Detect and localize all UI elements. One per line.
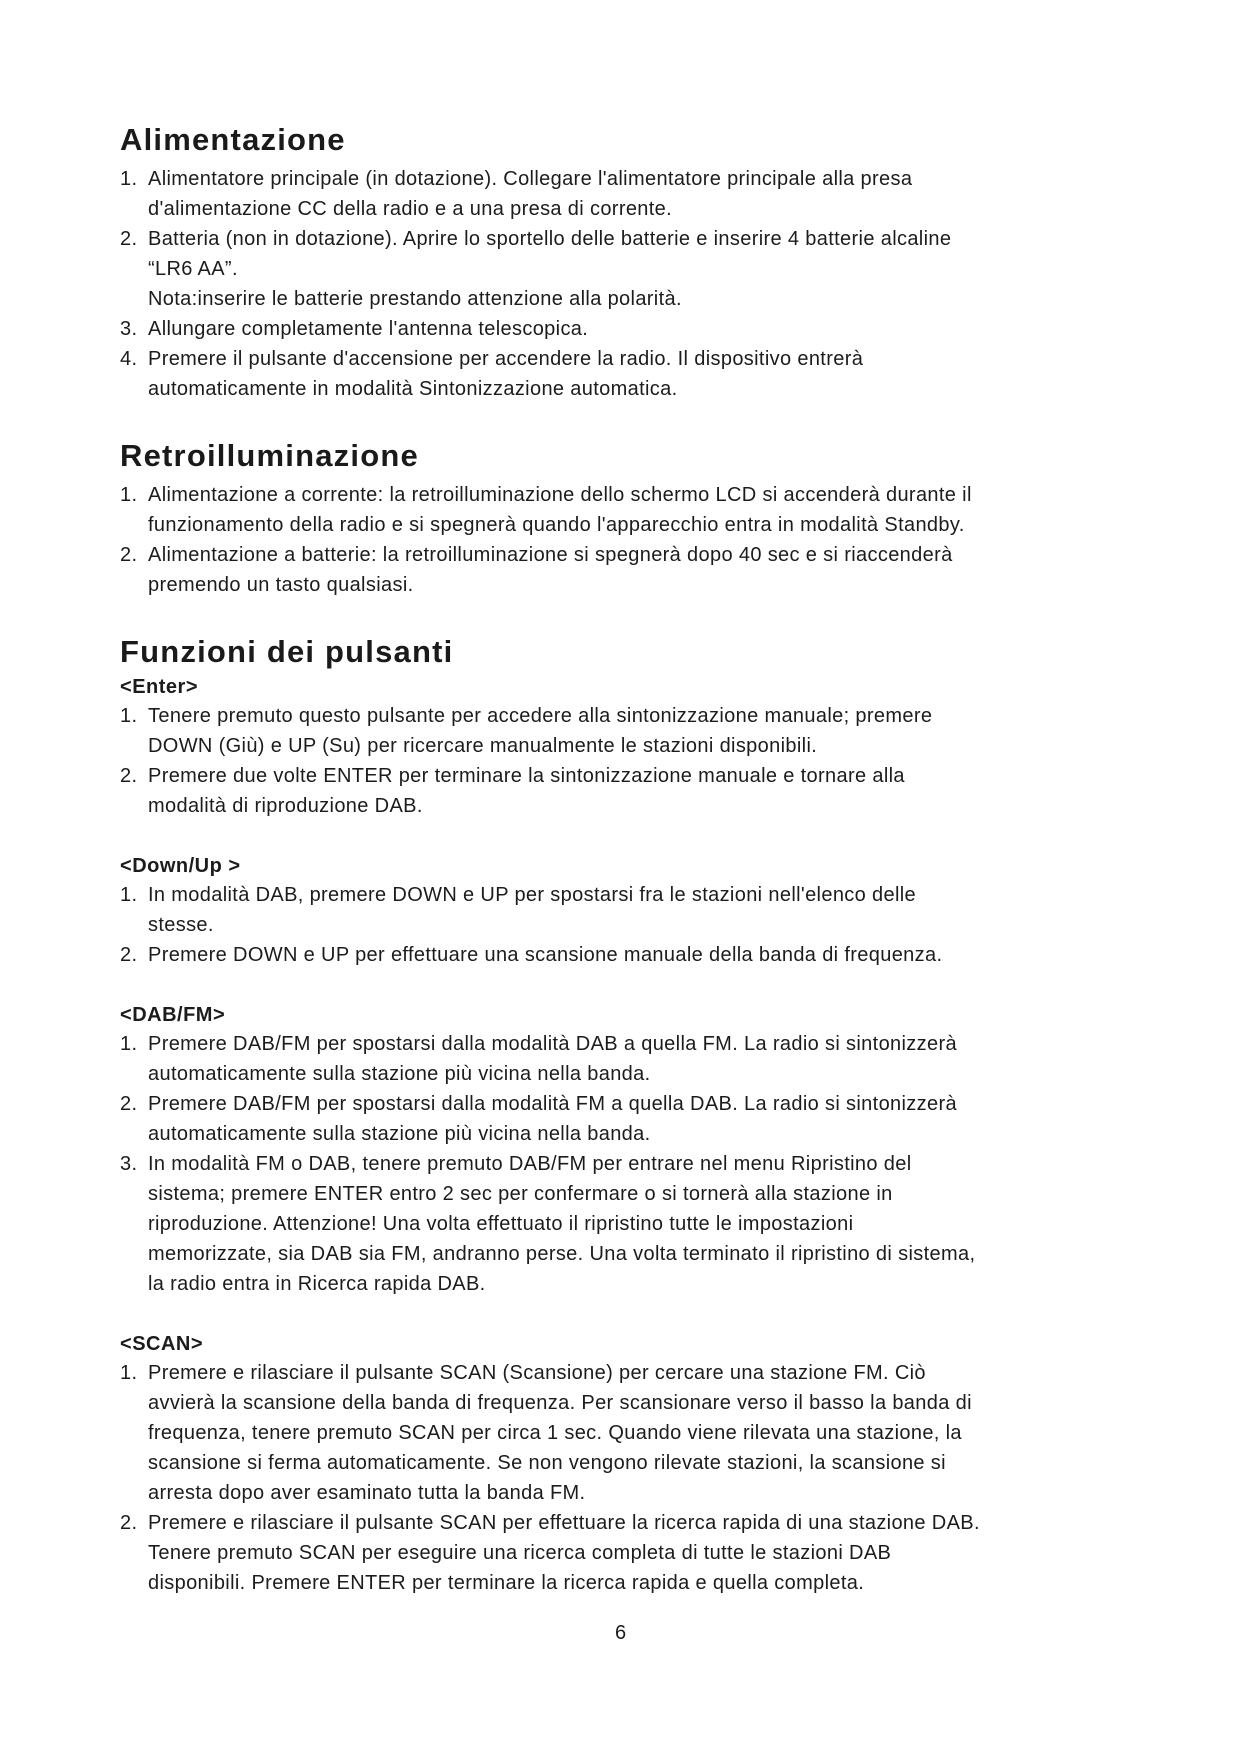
list-item: 1. Premere DAB/FM per spostarsi dalla modalità DAB a quella FM. La radio si sintonizzerà automaticamente sulla stazione più vicina nella banda. [120,1033,957,1085]
list-item: 1. In modalità DAB, premere DOWN e UP per spostarsi fra le stazioni nell'elenco delle stesse. [120,884,917,936]
list-enter [120,701,1130,821]
list-item: 1. Alimentatore principale (in dotazione). Collegare l'alimentatore principale alla presa d'alimentazione CC della radio e a una presa di corrente. [120,168,913,220]
section-title-retroilluminazione: Retroilluminazione [120,438,419,473]
list-item: 1. Tenere premuto questo pulsante per accedere alla sintonizzazione manuale; premere DOWN (Giù) e UP (Su) per ricercare manualmente le stazioni disponibili. [120,705,933,757]
list-item: 3. Allungare completamente l'antenna telescopica. [120,318,589,340]
list-item: 2. Premere DAB/FM per spostarsi dalla modalità FM a quella DAB. La radio si sintonizzerà automaticamente sulla stazione più vicina nella banda. [120,1093,957,1145]
list-down-up [120,880,1130,970]
list-item: 2. Premere DOWN e UP per effettuare una scansione manuale della banda di frequenza. [120,944,943,966]
manual-page [120,122,1130,1598]
section-title-alimentazione: Alimentazione [120,122,346,157]
list-item: 1. Alimentazione a corrente: la retroilluminazione dello schermo LCD si accenderà durante il funzionamento della radio e si spegnerà quando l'apparecchio entra in modalità Standby. [120,484,972,536]
subsection-title-enter: <Enter> [120,676,198,698]
list-item: 2. Premere due volte ENTER per terminare la sintonizzazione manuale e tornare alla modalità di riproduzione DAB. [120,765,905,817]
list-item: 3. In modalità FM o DAB, tenere premuto DAB/FM per entrare nel menu Ripristino del sistema; premere ENTER entro 2 sec per confermare o si tornerà alla stazione in riproduzione. Attenzione! Una volta effettuato il ripristino tutte le impostazioni memorizzate, sia DAB sia FM, andranno perse. Una volta terminato il ripristino di sistema, la radio entra in Ricerca rapida DAB. [120,1153,976,1295]
subsection-title-down-up: <Down/Up > [120,855,241,877]
list-item: 1. Premere e rilasciare il pulsante SCAN (Scansione) per cercare una stazione FM. Ciò avvierà la scansione della banda di frequenza. Per scansionare verso il basso la banda di frequenza, tenere premuto SCAN per circa 1 sec. Quando viene rilevata una stazione, la scansione si ferma automaticamente. Se non vengono rilevate stazioni, la scansione si arresta dopo aver esaminato tutta la banda FM. [120,1362,972,1504]
subsection-title-dab-fm: <DAB/FM> [120,1004,226,1026]
list-scan [120,1358,1130,1598]
list-item: 2. Batteria (non in dotazione). Aprire lo sportello delle batterie e inserire 4 batterie alcaline “LR6 AA”. Nota:inserire le batterie prestando attenzione alla polarità. [120,228,952,310]
list-item: 2. Premere e rilasciare il pulsante SCAN per effettuare la ricerca rapida di una stazione DAB. Tenere premuto SCAN per eseguire una ricerca completa di tutte le stazioni DAB disponibili. Premere ENTER per terminare la ricerca rapida e quella completa. [120,1512,980,1594]
list-item: 4. Premere il pulsante d'accensione per accendere la radio. Il dispositivo entrerà automaticamente in modalità Sintonizzazione automatica. [120,348,864,400]
list-item: 2. Alimentazione a batterie: la retroilluminazione si spegnerà dopo 40 sec e si riaccenderà premendo un tasto qualsiasi. [120,544,953,596]
list-alimentazione [120,164,1130,404]
list-dab-fm [120,1029,1130,1299]
subsection-title-scan: <SCAN> [120,1333,204,1355]
section-title-funzioni-pulsanti: Funzioni dei pulsanti [120,634,454,669]
list-retroilluminazione [120,480,1130,600]
page-number: 6 [614,1622,627,1644]
